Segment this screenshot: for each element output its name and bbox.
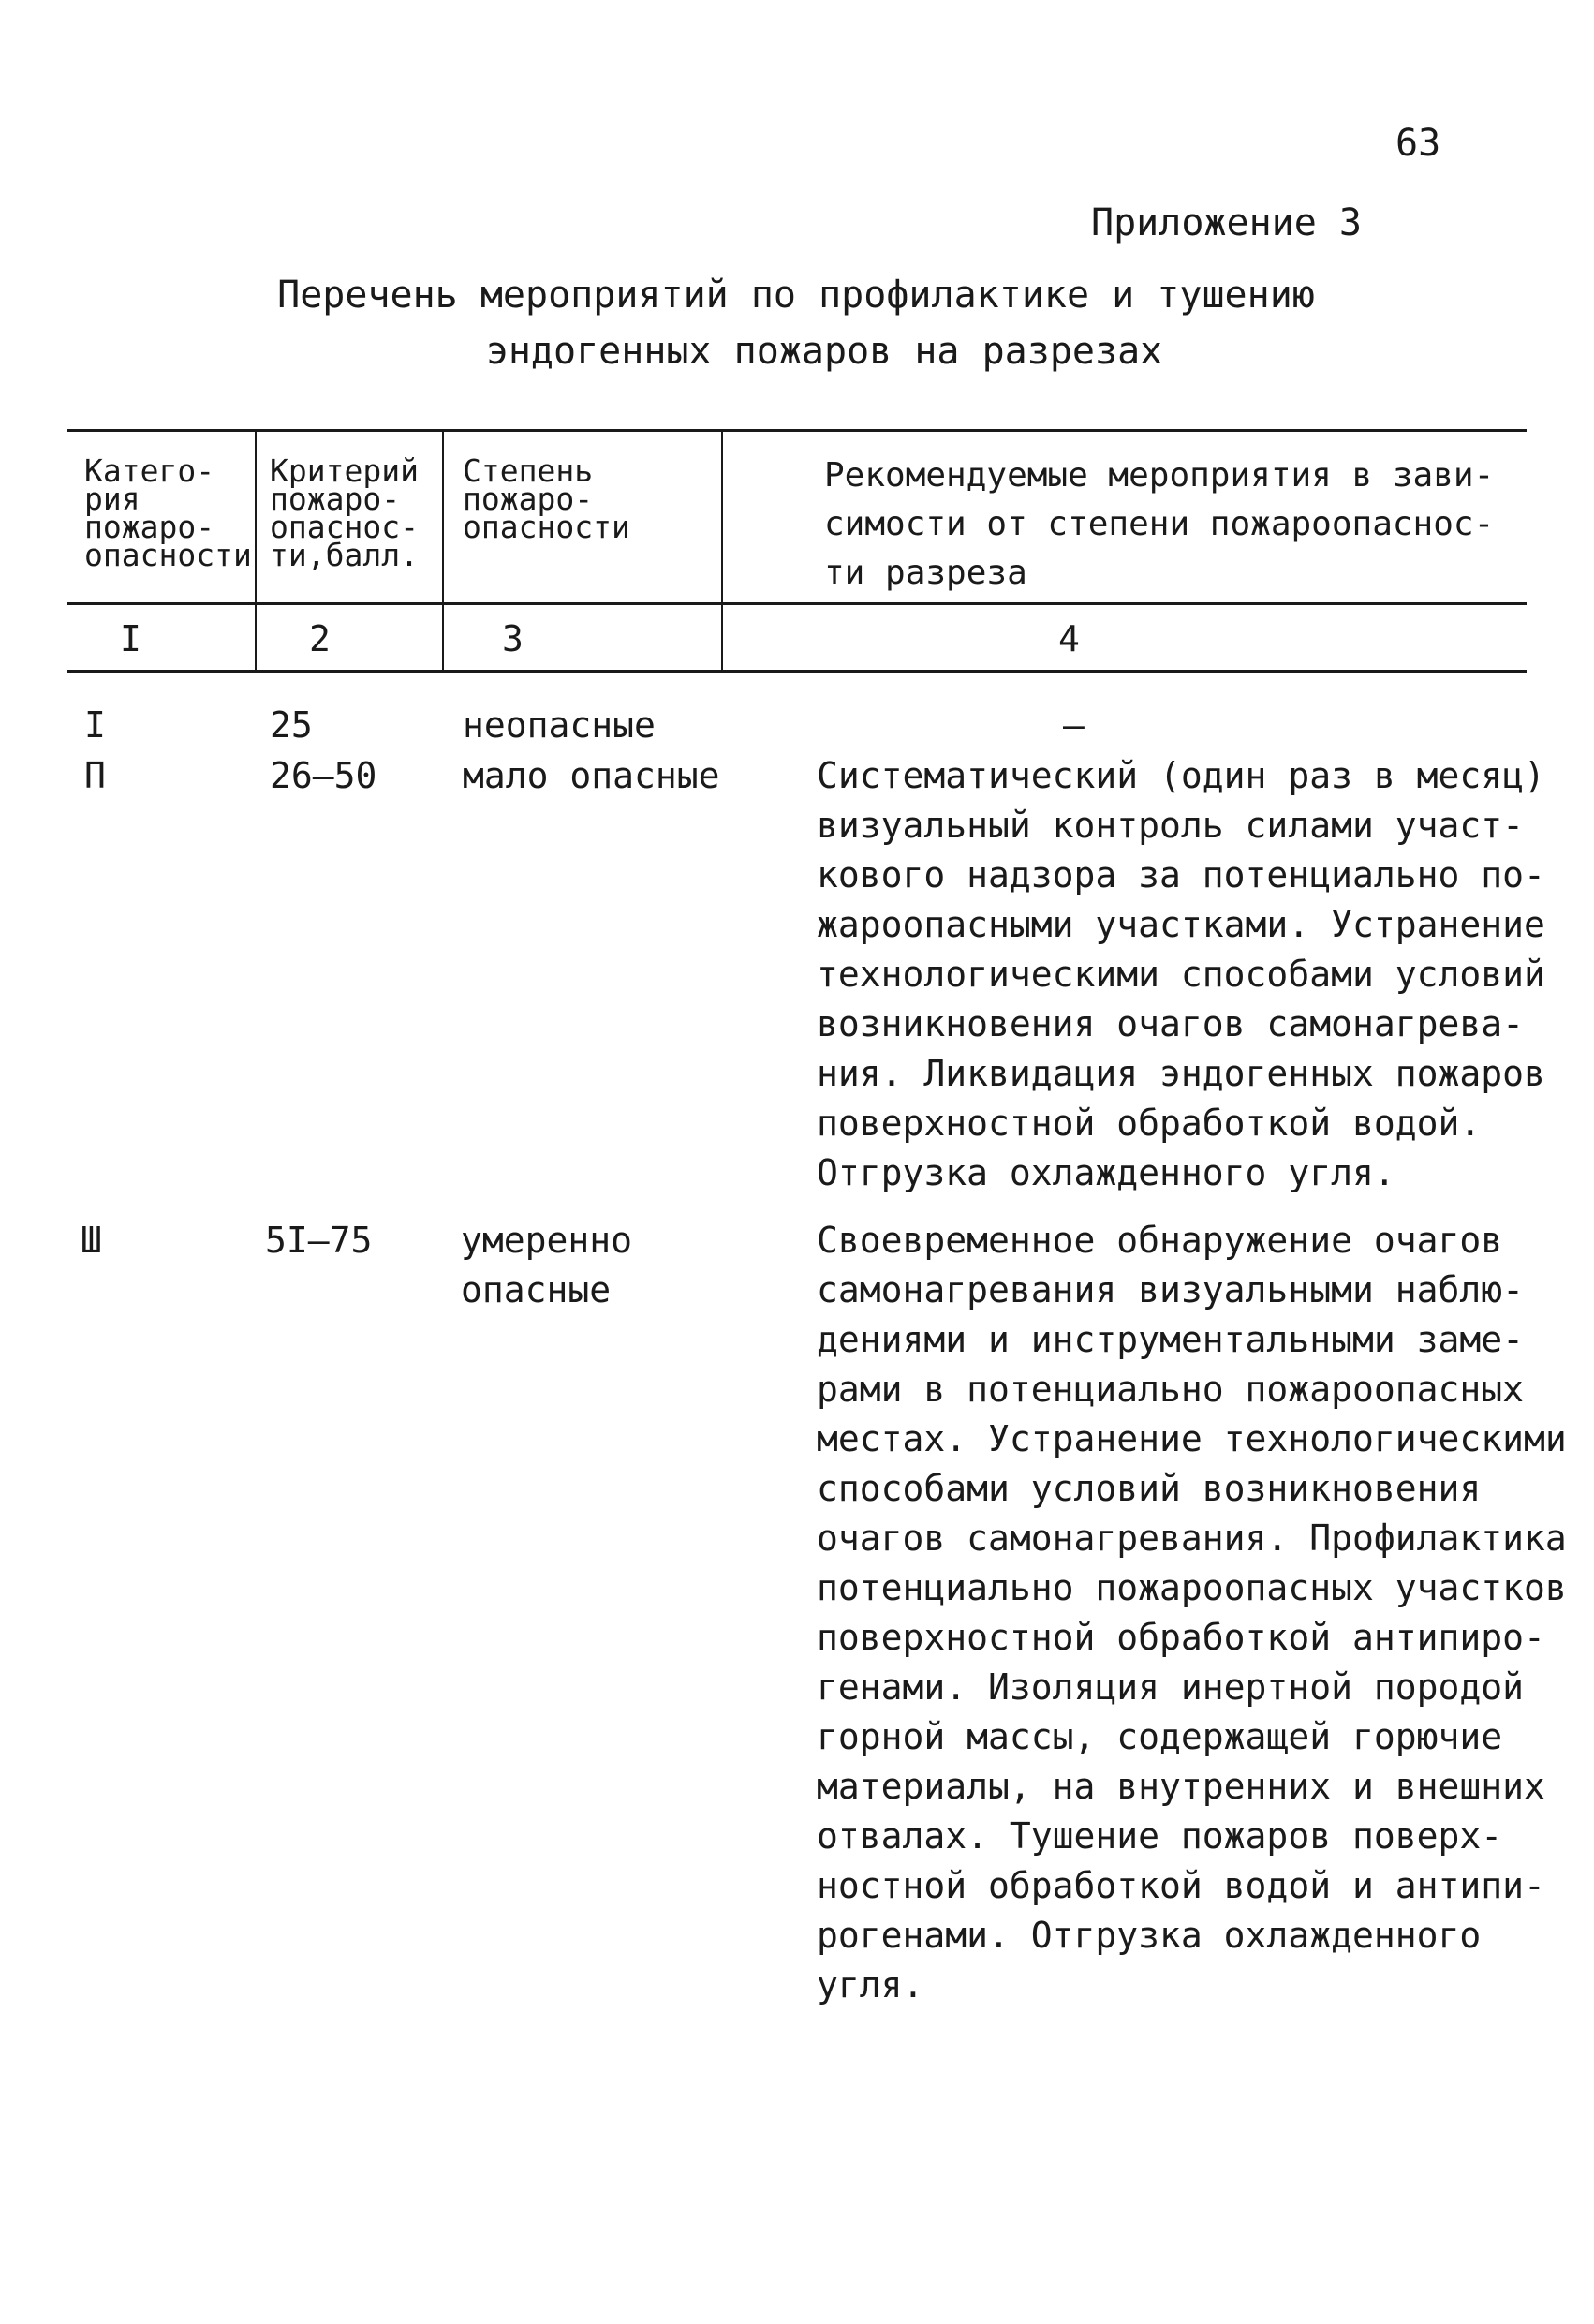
column-number-2: 2 bbox=[309, 618, 331, 659]
measure-line: рами в потенциально пожароопасных bbox=[817, 1369, 1524, 1410]
header-line: пожаро- bbox=[270, 481, 401, 517]
header-line: опасности bbox=[84, 537, 252, 573]
measure-line: поверхностной обработкой антипиро- bbox=[817, 1617, 1545, 1658]
measure-line: Своевременное обнаружение очагов bbox=[817, 1220, 1503, 1261]
row-1-measures bbox=[1063, 701, 1085, 750]
measure-line: технологическими способами условий bbox=[817, 954, 1545, 995]
measure-line: – bbox=[1063, 704, 1085, 746]
header-line: Рекомендуемые мероприятия в зави- bbox=[824, 456, 1495, 495]
row-2-category: П bbox=[84, 755, 106, 796]
title-line-1: Перечень мероприятий по профилактике и тушению bbox=[277, 274, 1315, 317]
measure-line: возникновения очагов самонагрева- bbox=[817, 1003, 1524, 1044]
row-3-degree bbox=[461, 1216, 632, 1315]
header-degree bbox=[463, 452, 630, 545]
measure-line: угля. bbox=[817, 1964, 924, 2006]
degree-line: умеренно bbox=[461, 1220, 633, 1261]
table-colnum-rule bbox=[67, 670, 1527, 673]
column-number-3: 3 bbox=[502, 618, 524, 659]
header-category bbox=[84, 452, 252, 573]
degree-line: опасные bbox=[461, 1269, 612, 1310]
measure-line: материалы, на внутренних и внешних bbox=[817, 1766, 1545, 1807]
title-line-2: эндогенных пожаров на разрезах bbox=[485, 330, 1163, 373]
header-line: пожаро- bbox=[463, 481, 594, 517]
measure-line: очагов самонагревания. Профилактика bbox=[817, 1517, 1567, 1559]
row-2-criterion: 26–50 bbox=[270, 755, 377, 796]
row-2-measures bbox=[817, 751, 1545, 1198]
measure-line: жароопасными участками. Устранение bbox=[817, 904, 1545, 945]
measure-line: самонагревания визуальными наблю- bbox=[817, 1269, 1524, 1310]
header-line: симости от степени пожароопаснос- bbox=[824, 505, 1495, 543]
measure-line: Отгрузка охлажденного угля. bbox=[817, 1152, 1395, 1193]
row-3-category: Ш bbox=[81, 1220, 102, 1261]
row-1-category: I bbox=[84, 704, 106, 746]
measure-line: Систематический (один раз в месяц) bbox=[817, 755, 1545, 796]
header-line: опаснос- bbox=[270, 509, 419, 545]
header-line: ти разреза bbox=[824, 554, 1027, 592]
header-line: Катего- bbox=[84, 452, 215, 489]
column-number-4: 4 bbox=[1058, 618, 1080, 659]
appendix-label: Приложение 3 bbox=[1091, 201, 1362, 244]
column-divider-3 bbox=[721, 429, 723, 673]
header-line: ти,балл. bbox=[270, 537, 419, 573]
measure-line: генами. Изоляция инертной породой bbox=[817, 1666, 1524, 1708]
degree-line: неопасные bbox=[463, 704, 656, 746]
measure-line: дениями и инструментальными заме- bbox=[817, 1319, 1524, 1360]
measure-line: ния. Ликвидация эндогенных пожаров bbox=[817, 1053, 1545, 1094]
measure-line: отвалах. Тушение пожаров поверх- bbox=[817, 1815, 1503, 1857]
column-number-1: I bbox=[120, 618, 141, 659]
header-line: пожаро- bbox=[84, 509, 215, 545]
measure-line: местах. Устранение технологическими bbox=[817, 1418, 1567, 1459]
row-3-measures bbox=[817, 1216, 1567, 2010]
column-divider-1 bbox=[255, 429, 257, 673]
measure-line: рогенами. Отгрузка охлажденного bbox=[817, 1915, 1482, 1956]
header-line: опасности bbox=[463, 509, 630, 545]
measure-line: визуальный контроль силами участ- bbox=[817, 805, 1524, 846]
measure-line: потенциально пожароопасных участков bbox=[817, 1567, 1567, 1608]
header-line: Степень bbox=[463, 452, 594, 489]
measure-line: кового надзора за потенциально по- bbox=[817, 854, 1545, 896]
header-line: Критерий bbox=[270, 452, 419, 489]
header-measures bbox=[824, 451, 1494, 598]
header-criterion bbox=[270, 452, 419, 573]
measure-line: способами условий возникновения bbox=[817, 1468, 1482, 1509]
measure-line: поверхностной обработкой водой. bbox=[817, 1103, 1482, 1144]
column-divider-2 bbox=[442, 429, 444, 673]
document-title bbox=[187, 267, 1405, 379]
row-1-criterion: 25 bbox=[270, 704, 313, 746]
header-line: рия bbox=[84, 481, 140, 517]
measure-line: горной массы, содержащей горючие bbox=[817, 1716, 1503, 1757]
degree-line: мало опасные bbox=[463, 755, 720, 796]
table-header-rule bbox=[67, 602, 1527, 605]
row-1-degree bbox=[463, 701, 656, 750]
row-3-criterion: 5I–75 bbox=[265, 1220, 373, 1261]
table-top-rule bbox=[67, 429, 1527, 432]
measure-line: ностной обработкой водой и антипи- bbox=[817, 1865, 1545, 1906]
row-2-degree bbox=[463, 751, 720, 801]
page-number: 63 bbox=[1395, 122, 1441, 165]
